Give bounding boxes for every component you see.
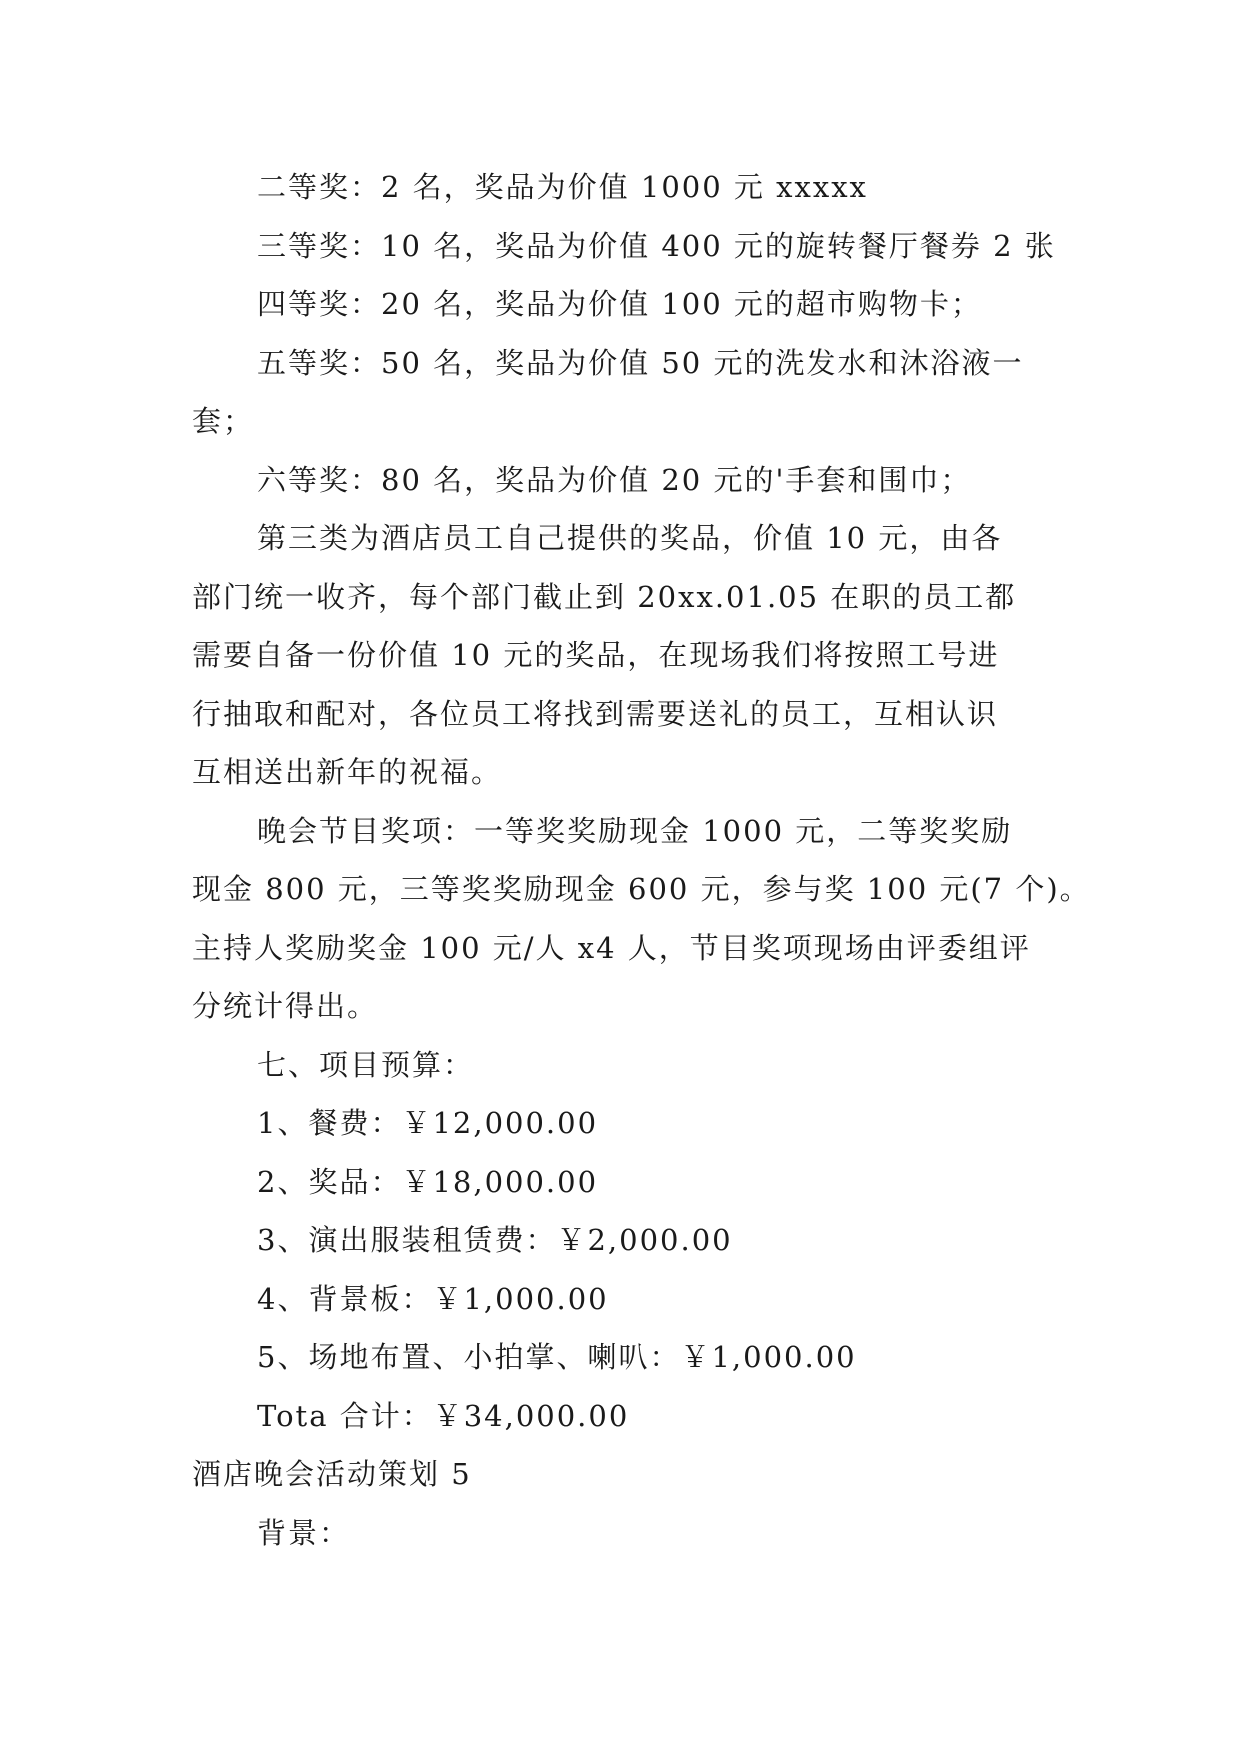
text-line: 五等奖：50 名，奖品为价值 50 元的洗发水和沐浴液一 xyxy=(257,345,1024,380)
text-line: 晚会节目奖项：一等奖奖励现金 1000 元，二等奖奖励 xyxy=(257,813,1013,848)
text-line: 2、奖品：￥18,000.00 xyxy=(257,1164,599,1199)
text-line: 需要自备一份价值 10 元的奖品，在现场我们将按照工号进 xyxy=(192,638,1000,672)
text-line: 行抽取和配对，各位员工将找到需要送礼的员工，互相认识 xyxy=(192,696,999,731)
paragraph-program-awards xyxy=(192,802,1091,1036)
budget-item-venue xyxy=(192,1328,1054,1387)
budget-heading xyxy=(192,1036,1054,1095)
text-line: 六等奖：80 名，奖品为价值 20 元的'手套和围巾； xyxy=(257,462,972,497)
paragraph-sixth-prize xyxy=(192,451,1054,510)
paragraph-second-prize xyxy=(192,158,1054,217)
text-line: 5、场地布置、小拍掌、喇叭：￥1,000.00 xyxy=(257,1340,857,1374)
budget-item-meals xyxy=(192,1094,1054,1153)
text-line: 分统计得出。 xyxy=(192,989,379,1023)
text-line: 三等奖：10 名，奖品为价值 400 元的旋转餐厅餐券 2 张 xyxy=(257,228,1056,263)
document-body xyxy=(192,158,1091,1562)
text-line: Tota 合计：￥34,000.00 xyxy=(257,1398,630,1433)
text-line: 1、餐费：￥12,000.00 xyxy=(257,1106,599,1140)
text-line: 3、演出服装租赁费：￥2,000.00 xyxy=(257,1223,733,1257)
text-line: 七、项目预算： xyxy=(257,1047,475,1082)
text-line: 部门统一收齐，每个部门截止到 20xx.01.05 在职的员工都 xyxy=(192,579,1017,614)
budget-item-backdrop xyxy=(192,1270,1054,1329)
paragraph-fifth-prize xyxy=(192,334,1054,451)
text-line: 二等奖：2 名，奖品为价值 1000 元 xxxxx xyxy=(257,170,868,204)
section-title: 酒店晚会活动策划 5 xyxy=(192,1457,472,1491)
text-line: 4、背景板：￥1,000.00 xyxy=(257,1281,609,1316)
text-line: 现金 800 元，三等奖奖励现金 600 元，参与奖 100 元(7 个)。 xyxy=(192,872,1091,906)
paragraph-third-category xyxy=(192,509,1054,802)
section-subheading: 背景： xyxy=(257,1515,351,1550)
paragraph-third-prize xyxy=(192,217,1054,276)
text-line: 互相送出新年的祝福。 xyxy=(192,755,503,789)
budget-item-prizes xyxy=(192,1153,1054,1212)
paragraph-fourth-prize xyxy=(192,275,1054,334)
text-line: 主持人奖励奖金 100 元/人 x4 人，节目奖项现场由评委组评 xyxy=(192,930,1031,965)
budget-total xyxy=(192,1387,1054,1446)
budget-item-costumes xyxy=(192,1211,1054,1270)
text-line: 第三类为酒店员工自己提供的奖品，价值 10 元，由各 xyxy=(257,521,1003,555)
text-line: 四等奖：20 名，奖品为价值 100 元的超市购物卡； xyxy=(257,287,982,321)
text-line: 套； xyxy=(192,404,255,438)
